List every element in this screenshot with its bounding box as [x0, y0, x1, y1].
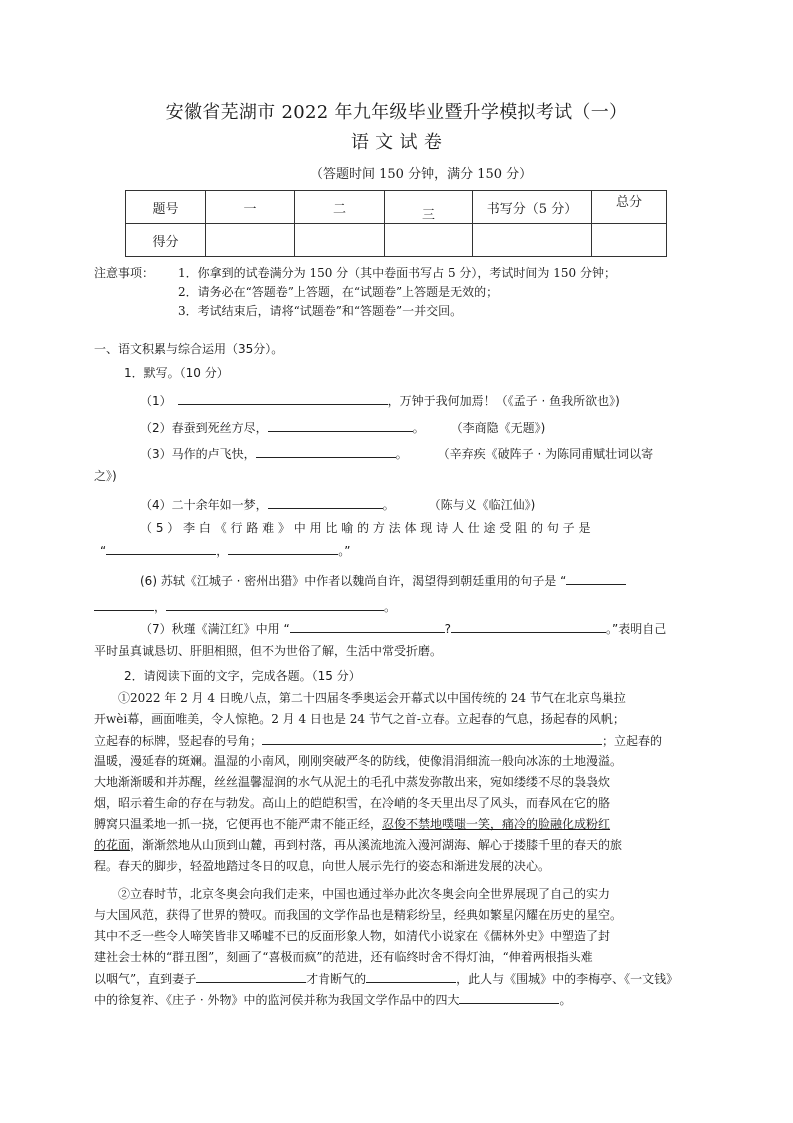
q1-line1 [140, 390, 620, 409]
score-cell-part1: 一 [206, 191, 295, 224]
passage-blank-1[interactable] [262, 730, 602, 745]
q1-line6-cont [94, 596, 396, 615]
passage-p1-line3-text: 立起春的标牌，竖起春的号角； [94, 734, 263, 748]
passage-p1-line3-end: ；立起春的 [602, 734, 663, 748]
q1-line4-text: （4）二十余年如一梦， [140, 498, 268, 512]
q1-line2-text: （2）春蚕到死丝方尽， [140, 421, 268, 435]
exam-title: 安徽省芜湖市 2022 年九年级毕业暨升学模拟考试（一） [165, 102, 628, 123]
q1-blank-2[interactable] [268, 417, 413, 432]
passage-p2-line6-text: 中的徐复祚、《庄子 · 外物》中的监河侯并称为我国文学作品中的四大 [94, 993, 460, 1007]
passage-p1-line8 [94, 835, 622, 856]
q1-blank-4[interactable] [268, 494, 383, 509]
score-input-part3[interactable] [385, 224, 473, 257]
q1-line7-text: （7）秋瑾《满江红》中用 “ [140, 622, 290, 636]
q1-line7 [140, 618, 666, 637]
q1-blank-7b[interactable] [451, 618, 606, 633]
q1-line6-end: 。 [384, 600, 397, 614]
q1-line7-q: ? [444, 622, 452, 636]
q1-blank-7a[interactable] [290, 618, 445, 633]
notice-item-2: 2．请务必在“答题卷”上答题，在“试题卷”上答题是无效的； [178, 285, 499, 299]
q1-line5: （ 5 ） 李 白 《 行 路 难 》 中 用 比 喻 的 方 法 体 现 诗 人 仕 途 受 阻 的 句 子 是 [140, 521, 591, 535]
q2-heading: 2．请阅读下面的文字，完成各题。（15 分） [124, 669, 361, 683]
q1-blank-1[interactable] [178, 390, 388, 405]
q1-blank-3[interactable] [256, 443, 396, 458]
q1-line4-end: 。 [382, 498, 395, 512]
passage-underlined-phrase-a: 忍俊不禁地噗嗤一笑，痛冷的脸融化成粉红 [382, 817, 611, 831]
q1-line3-end: 。 [395, 447, 408, 461]
passage-p2-line5 [94, 968, 678, 990]
q1-line5-comma: ， [216, 544, 229, 558]
q1-line3 [140, 443, 653, 462]
score-input-part1[interactable] [206, 224, 295, 257]
passage-p1-line5: 大地渐渐暖和并苏醒，丝丝温馨湿润的水气从泥土的毛孔中蒸发弥散出来，宛如缕缕不尽的袅袅炊 [94, 775, 611, 789]
q1-line4 [140, 494, 535, 513]
score-cell-total: 总分 [592, 191, 667, 224]
score-cell-writing: 书写分（5 分） [473, 191, 592, 224]
q1-line6-text: (6) 苏轼《江城子 · 密州出猎》中作者以魏尚自许，渴望得到朝廷重用的句子是 “ [140, 574, 567, 588]
passage-p1-line6: 烟，昭示着生命的存在与勃发。高山上的皑皑积雪，在冷峭的冬天里出尽了风头，而春风在它的胳 [94, 796, 611, 810]
passage-p2-line1: ②立春时节，北京冬奥会向我们走来，中国也通过举办此次冬奥会向全世界展现了自己的实力 [118, 887, 611, 901]
score-row-label: 得分 [126, 224, 206, 257]
score-table-score-row [126, 224, 667, 257]
q1-line2 [140, 417, 545, 436]
passage-p1-line9: 程。春天的脚步，轻盈地踏过冬日的叹息，向世人展示先行的姿态和渐进发展的决心。 [94, 859, 551, 873]
q1-line6-comma: ， [154, 600, 167, 614]
q1-heading: 1．默写。（10 分） [124, 366, 229, 380]
passage-p1-line7 [94, 814, 610, 835]
passage-p1-line1: ①2022 年 2 月 4 日晚八点，第二十四届冬季奥运会开幕式以中国传统的 24 节气在北京鸟巢拉 [118, 691, 626, 705]
passage-p1-line8-text: ，渐渐然地从山顶到山麓，再到村落，再从溪流地流入漫河湖海、解心于搂膝千里的春天的旅 [130, 838, 623, 852]
q1-line1-num: （1） [140, 394, 172, 408]
notice-label: 注意事项： [94, 266, 155, 280]
time-note: （答题时间 150 分钟，满分 150 分） [310, 167, 533, 182]
score-cell-label: 题号 [126, 191, 206, 224]
q1-line5-open: “ [100, 544, 107, 558]
passage-p1-line7-text: 膊窝只温柔地一抓一挠，它便再也不能严肃不能正经， [94, 817, 383, 831]
passage-p1-line4: 温暖，漫延春的斑斓。温湿的小南风，刚刚突破严冬的防线，使像涓涓细流一般向冰冻的土地漫溢。 [94, 754, 623, 768]
passage-p2-line5-mid: 才肯断气的 [306, 972, 367, 986]
q1-blank-6a-start[interactable] [566, 570, 626, 585]
notice-item-1: 1．你拿到的试卷满分为 150 分（其中卷面书写占 5 分），考试时间为 150 分钟； [178, 266, 616, 280]
passage-blank-4[interactable] [459, 989, 559, 1004]
passage-underlined-phrase-b: 的花面 [94, 838, 131, 852]
exam-subtitle: 语 文 试 卷 [350, 132, 443, 153]
q1-line2-end: 。 [412, 421, 425, 435]
score-input-part2[interactable] [295, 224, 385, 257]
passage-p2-line5-end: ，此人与《围城》中的李梅亭、《一文钱》 [456, 972, 679, 986]
q1-blank-5b[interactable] [228, 540, 338, 555]
passage-p2-line6-end: 。 [559, 993, 572, 1007]
q1-line7-cont: 平时虽真诚恳切、肝胆相照，但不为世俗了解，生活中常受折磨。 [94, 644, 443, 658]
q1-blank-5a[interactable] [106, 540, 216, 555]
score-cell-part2: 二 [295, 191, 385, 224]
q1-line3-source: （辛弃疾《破阵子 · 为陈同甫赋壮词以寄 [443, 447, 654, 461]
q1-line2-source: （李商隐《无题》) [456, 421, 546, 435]
q1-blank-6b[interactable] [166, 596, 384, 611]
section1-heading: 一、语文积累与综合运用（35分）。 [94, 342, 284, 356]
passage-p2-line4: 建社会士林的“群丑图”，刻画了“喜极而疯”的范进，还有临终时舍不得灯油，“伸着两根指头难 [94, 950, 593, 964]
passage-p2-line5-text: 以咽气”，直到妻子 [94, 972, 197, 986]
q1-line3-cont: 之》) [94, 469, 117, 483]
score-input-total[interactable] [592, 224, 667, 257]
score-table [125, 190, 667, 257]
score-input-writing[interactable] [473, 224, 592, 257]
q1-blank-6a-end[interactable] [94, 596, 154, 611]
score-table-header-row [126, 191, 667, 224]
passage-blank-2[interactable] [196, 968, 306, 983]
passage-blank-3[interactable] [366, 968, 456, 983]
q1-line4-source: （陈与义《临江仙》) [434, 498, 536, 512]
notice-item-3: 3．考试结束后，请将“试题卷”和“答题卷”一并交回。 [178, 304, 463, 318]
q1-line5-close: 。” [338, 544, 351, 558]
q1-line7-end: 。”表明自己 [606, 622, 667, 636]
passage-p2-line3: 其中不乏一些令人啼笑皆非又唏嘘不已的反面形象人物，如清代小说家在《儒林外史》中塑造了封 [94, 929, 611, 943]
q1-line1-text: ，万钟于我何加焉！（《孟子 · 鱼我所欲也》) [387, 394, 620, 408]
q1-line3-text: （3）马作的卢飞快， [140, 447, 256, 461]
passage-p1-line2: 开wèi幕，画面唯美，令人惊艳。2 月 4 日也是 24 节气之首-立春。立起春的气息，扬起春的风帆； [94, 712, 625, 726]
q1-line5-blanks [100, 540, 350, 559]
passage-p1-line3 [94, 730, 662, 752]
passage-p2-line6 [94, 989, 571, 1011]
q1-line6 [140, 570, 626, 589]
score-cell-part3: 三 [385, 191, 473, 224]
passage-p2-line2: 与大国风范，获得了世界的赞叹。而我国的文学作品也是精彩纷呈，经典如繁星闪耀在历史的星空。 [94, 908, 623, 922]
